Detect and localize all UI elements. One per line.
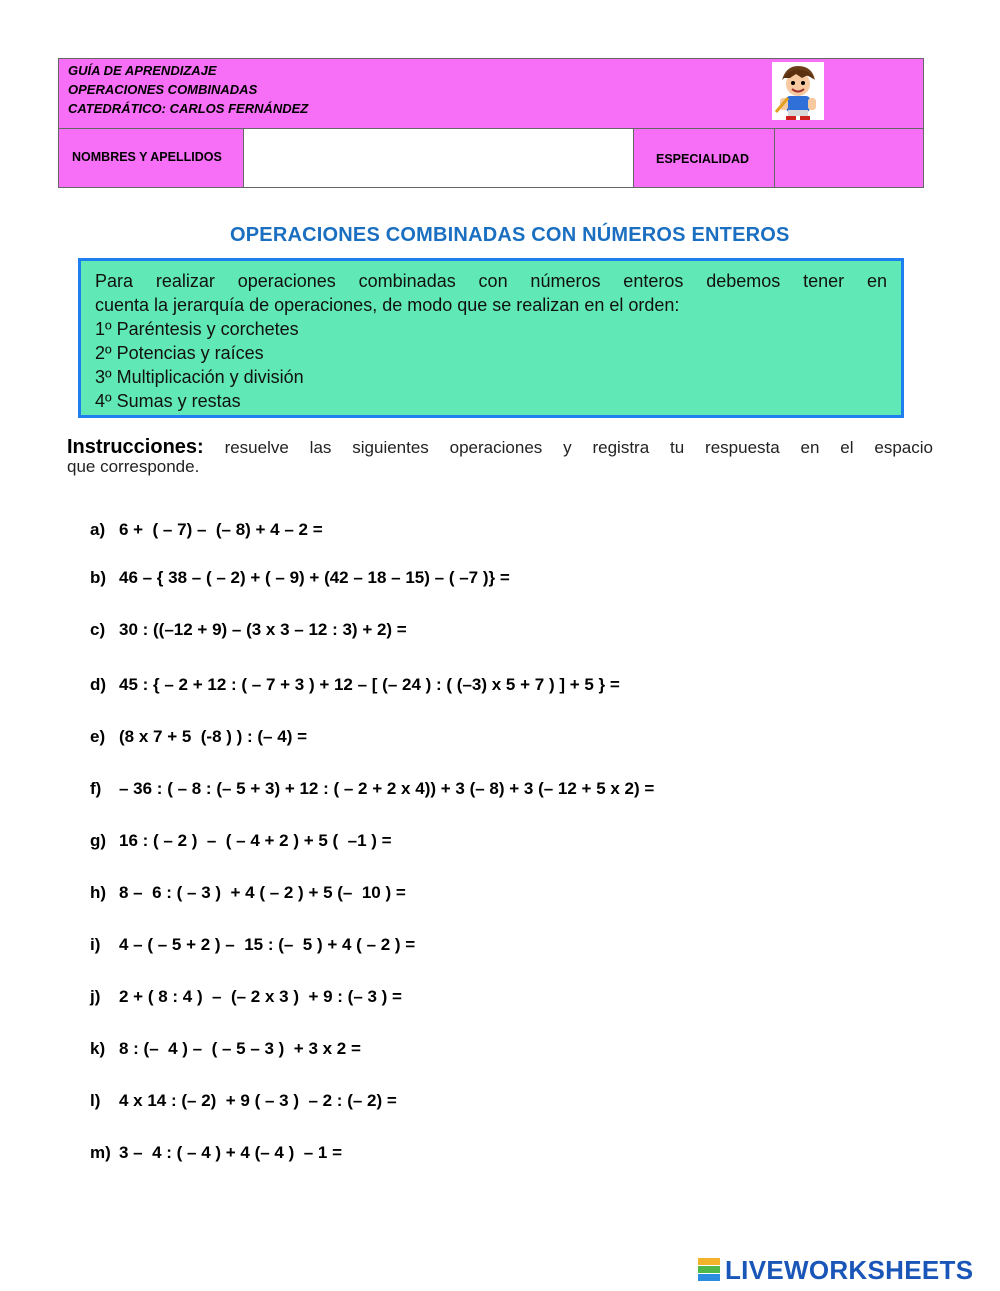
exercise-label: k) bbox=[90, 1039, 106, 1058]
specialty-input-cell[interactable] bbox=[774, 129, 924, 188]
exercise-expression: 8 : (– 4 ) – ( – 5 – 3 ) + 3 x 2 = bbox=[119, 1039, 361, 1058]
specialty-label: ESPECIALIDAD bbox=[656, 152, 750, 166]
specialty-label-cell bbox=[633, 129, 775, 188]
exercise-expression: 2 + ( 8 : 4 ) – (– 2 x 3 ) + 9 : (– 3 ) = bbox=[119, 987, 402, 1006]
names-label: NOMBRES Y APELLIDOS bbox=[72, 150, 222, 164]
info-line-1: Para realizar operaciones combinadas con números enteros debemos tener en bbox=[95, 271, 887, 291]
exercise-label: e) bbox=[90, 727, 106, 746]
page-title: OPERACIONES COMBINADAS CON NÚMEROS ENTEROS bbox=[230, 224, 790, 246]
exercise-expression: 45 : { – 2 + 12 : ( – 7 + 3 ) + 12 – [ (– 24 ) : ( (–3) x 5 + 7 ) ] + 5 } = bbox=[119, 675, 620, 694]
instructions-line-1 bbox=[67, 438, 933, 457]
exercise-expression: (8 x 7 + 5 (-8 ) ) : (– 4) = bbox=[119, 727, 308, 746]
exercise-label: m) bbox=[90, 1143, 111, 1162]
exercise-expression: 16 : ( – 2 ) – ( – 4 + 2 ) + 5 ( –1 ) = bbox=[119, 831, 392, 850]
names-input-cell[interactable] bbox=[243, 129, 634, 188]
student-avatar-icon bbox=[772, 62, 824, 120]
exercise-item bbox=[90, 1091, 397, 1111]
exercise-label: a) bbox=[90, 520, 106, 539]
exercise-expression: – 36 : ( – 8 : (– 5 + 3) + 12 : ( – 2 + 2 x 4)) + 3 (– 8) + 3 (– 12 + 5 x 2) = bbox=[119, 779, 655, 798]
instructions-lead: Instrucciones: bbox=[67, 436, 204, 458]
info-line-2: cuenta la jerarquía de operaciones, de modo que se realizan en el orden: bbox=[95, 295, 680, 315]
info-step-2: 2º Potencias y raíces bbox=[95, 343, 264, 363]
exercise-label: j) bbox=[90, 987, 101, 1006]
exercise-item bbox=[90, 520, 323, 540]
info-step-1: 1º Paréntesis y corchetes bbox=[95, 319, 299, 339]
header-table bbox=[58, 58, 925, 189]
liveworksheets-brand[interactable]: LIVEWORKSHEETS bbox=[725, 1255, 974, 1285]
exercise-item bbox=[90, 568, 510, 588]
exercise-item bbox=[90, 1039, 361, 1059]
exercise-item bbox=[90, 1143, 342, 1163]
instructions bbox=[67, 438, 933, 476]
exercise-label: b) bbox=[90, 568, 107, 587]
exercise-item bbox=[90, 935, 415, 955]
liveworksheets-logo-icon bbox=[698, 1258, 720, 1282]
header-title-block bbox=[58, 58, 924, 129]
exercise-expression: 4 x 14 : (– 2) + 9 ( – 3 ) – 2 : (– 2) = bbox=[119, 1091, 397, 1110]
exercise-label: d) bbox=[90, 675, 107, 694]
exercise-item bbox=[90, 675, 620, 695]
exercise-item bbox=[90, 883, 406, 903]
exercise-expression: 8 – 6 : ( – 3 ) + 4 ( – 2 ) + 5 (– 10 ) = bbox=[119, 883, 406, 902]
exercise-expression: 6 + ( – 7) – (– 8) + 4 – 2 = bbox=[119, 520, 323, 539]
exercise-label: c) bbox=[90, 620, 106, 639]
exercise-expression: 3 – 4 : ( – 4 ) + 4 (– 4 ) – 1 = bbox=[119, 1143, 343, 1162]
exercise-label: i) bbox=[90, 935, 101, 954]
names-label-cell bbox=[58, 129, 244, 188]
exercise-label: f) bbox=[90, 779, 102, 798]
guide-title: GUÍA DE APRENDIZAJE bbox=[68, 63, 217, 78]
info-step-4: 4º Sumas y restas bbox=[95, 391, 241, 411]
exercise-label: l) bbox=[90, 1091, 101, 1110]
instructions-text-1: resuelve las siguientes operaciones y registra tu respuesta en el espacio bbox=[224, 438, 933, 457]
guide-subtitle: OPERACIONES COMBINADAS bbox=[68, 82, 258, 97]
hierarchy-info-box bbox=[78, 258, 904, 418]
exercise-expression: 30 : ((–12 + 9) – (3 x 3 – 12 : 3) + 2) = bbox=[119, 620, 407, 639]
exercise-expression: 4 – ( – 5 + 2 ) – 15 : (– 5 ) + 4 ( – 2 ) = bbox=[119, 935, 416, 954]
instructions-line-2: que corresponde. bbox=[67, 457, 200, 476]
info-step-3: 3º Multiplicación y división bbox=[95, 367, 304, 387]
teacher-name: CATEDRÁTICO: CARLOS FERNÁNDEZ bbox=[68, 101, 309, 116]
exercise-expression: 46 – { 38 – ( – 2) + ( – 9) + (42 – 18 – 15) – ( –7 )} = bbox=[119, 568, 510, 587]
exercise-item bbox=[90, 987, 402, 1007]
exercise-item bbox=[90, 779, 654, 799]
exercise-item bbox=[90, 831, 392, 851]
exercise-item bbox=[90, 727, 307, 747]
header-fields-row bbox=[58, 129, 924, 189]
exercise-item bbox=[90, 620, 407, 640]
exercise-label: h) bbox=[90, 883, 107, 902]
exercise-label: g) bbox=[90, 831, 107, 850]
